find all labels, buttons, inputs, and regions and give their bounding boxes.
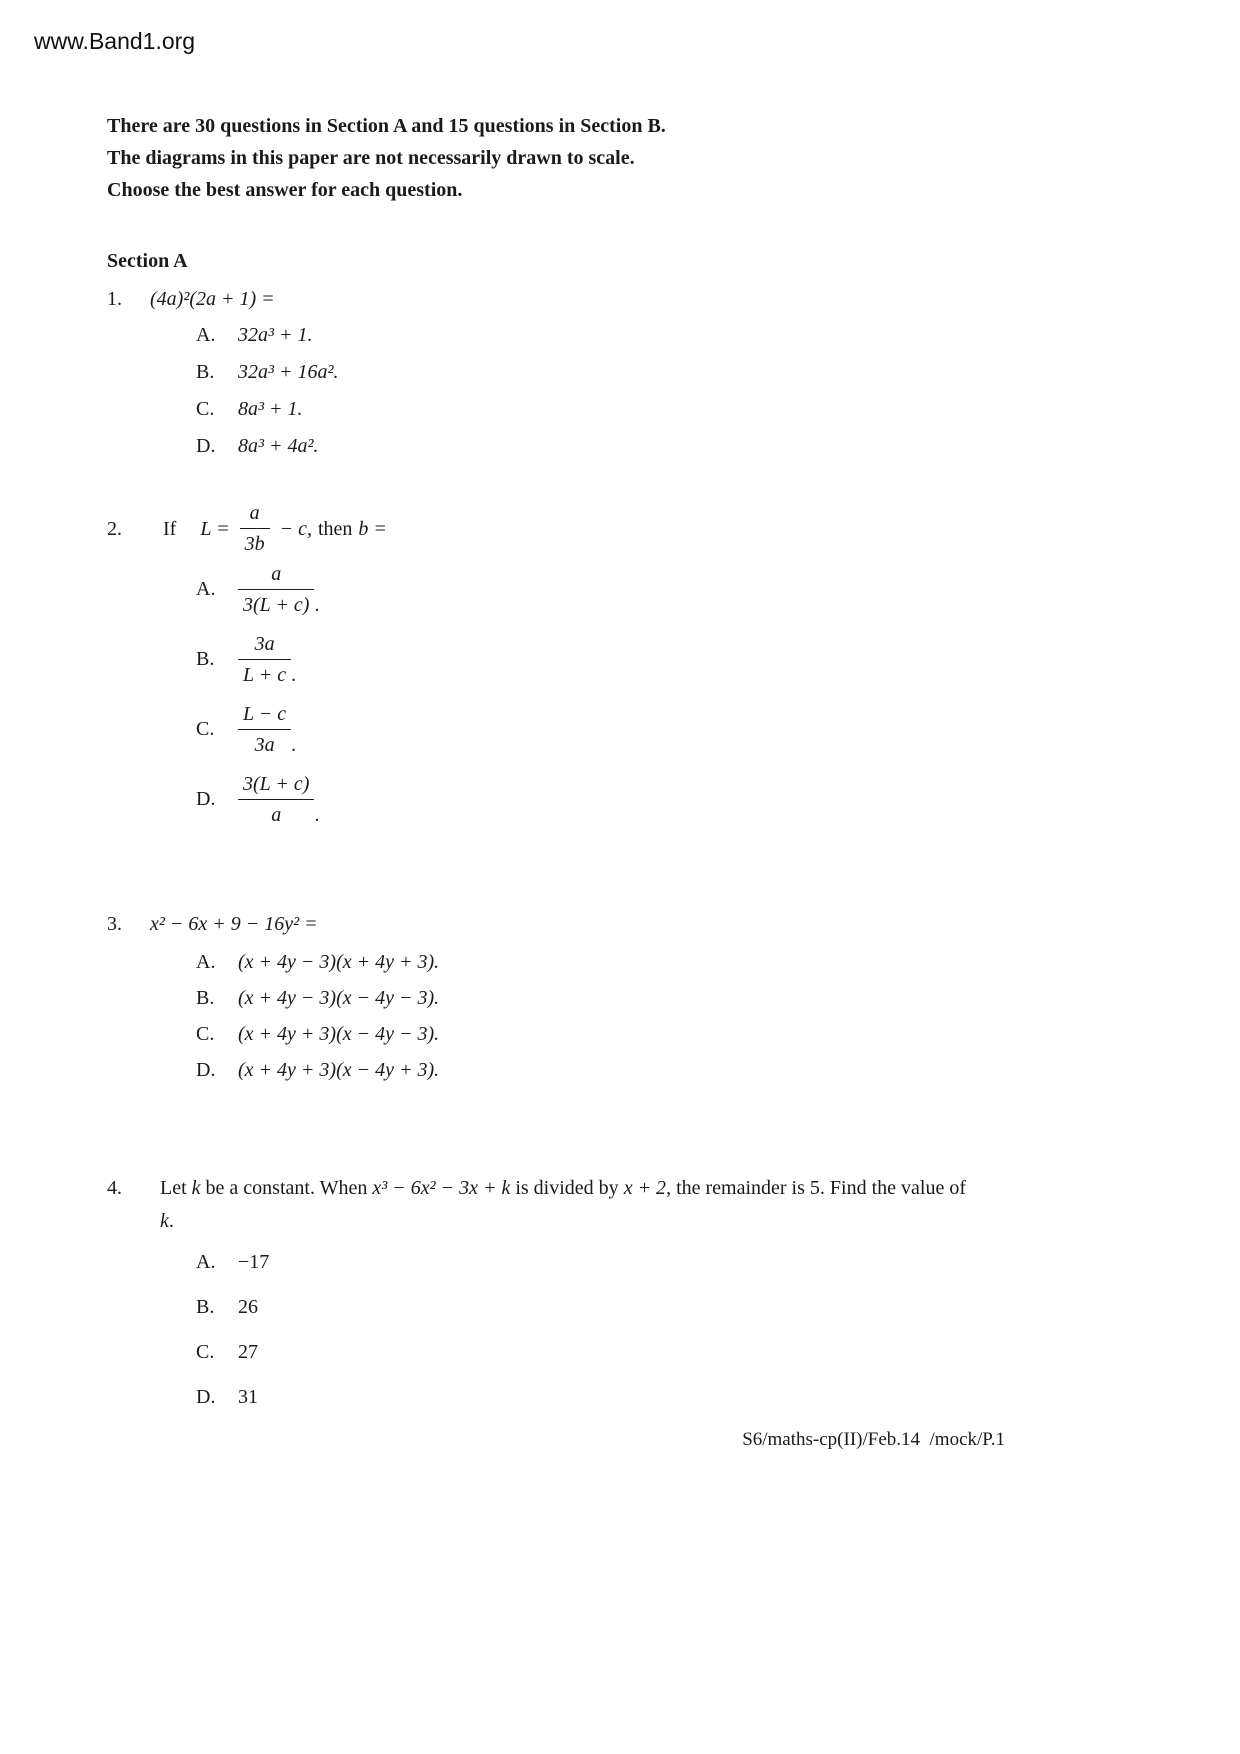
question-3-stem: x² − 6x + 9 − 16y² = [150, 913, 318, 935]
fraction-denominator: 3(L + c) [243, 594, 310, 616]
question-2-fraction [240, 501, 270, 556]
fraction-numerator: a [240, 501, 270, 529]
option-suffix: . [291, 664, 297, 686]
option-text: (x + 4y − 3)(x + 4y + 3). [238, 951, 440, 973]
question-2-option-c [196, 702, 1005, 757]
stem-variable: k [160, 1210, 169, 1232]
option-label: C. [196, 1341, 215, 1363]
question-4-option-a [196, 1240, 1005, 1285]
instruction-line-3: Choose the best answer for each question. [107, 179, 463, 201]
fraction-numerator: 3(L + c) [238, 772, 314, 800]
question-3-option-c [196, 1016, 1005, 1052]
question-1-option-c [196, 391, 1005, 428]
option-label: D. [196, 1386, 216, 1408]
option-label: B. [196, 1296, 215, 1318]
option-label: B. [196, 361, 215, 383]
question-2-option-a [196, 562, 1005, 617]
option-text: 27 [238, 1341, 258, 1363]
question-1-options [107, 317, 1005, 465]
option-fraction [238, 562, 314, 617]
fraction-numerator: 3a [238, 632, 291, 660]
option-label: C. [196, 398, 215, 420]
question-4 [107, 1172, 1005, 1420]
option-suffix: . [291, 734, 297, 756]
option-text: −17 [238, 1251, 270, 1273]
option-label: A. [196, 324, 216, 346]
option-label: D. [196, 1059, 216, 1081]
question-3-number: 3. [107, 913, 122, 935]
stem-variable: k [191, 1177, 201, 1199]
option-label: B. [196, 648, 215, 670]
option-label: C. [196, 1023, 215, 1045]
question-2-option-d [196, 772, 1005, 827]
stem-text: be a constant. When [200, 1177, 373, 1199]
fraction-numerator: L − c [238, 702, 291, 730]
question-1-stem: (4a)²(2a + 1) = [150, 288, 275, 310]
question-3-stem-row [107, 911, 1005, 937]
option-text: 8a³ + 1. [238, 398, 303, 420]
page-footer-reference: S6/maths-cp(II)/Feb.14 /mock/P.1 [742, 1429, 1005, 1450]
question-3-option-b [196, 980, 1005, 1016]
option-suffix: . [314, 594, 320, 616]
question-2-option-b [196, 632, 1005, 687]
stem-text: . [168, 1210, 174, 1232]
instruction-line-2: The diagrams in this paper are not necessarily drawn to scale. [107, 147, 635, 169]
section-a-title: Section A [107, 250, 188, 272]
question-1-stem-row [107, 286, 1005, 312]
question-1-option-d [196, 428, 1005, 465]
option-text: 31 [238, 1386, 258, 1408]
option-label: D. [196, 435, 216, 457]
stem-text: , the remainder is 5. Find the value of [666, 1177, 966, 1199]
question-1-option-b [196, 354, 1005, 391]
option-suffix: . [314, 804, 320, 826]
option-label: C. [196, 718, 215, 740]
question-2-options [107, 562, 1005, 827]
instruction-line-1: There are 30 questions in Section A and 15 questions in Section B. [107, 115, 666, 137]
option-text: 8a³ + 4a². [238, 435, 319, 457]
question-4-stem-row [107, 1172, 1005, 1238]
question-3 [107, 911, 1005, 1088]
fraction-denominator: 3b [244, 533, 265, 555]
question-1-option-a [196, 317, 1005, 354]
fraction-denominator: L + c [243, 664, 287, 686]
site-watermark: www.Band1.org [34, 28, 196, 54]
option-label: A. [196, 578, 216, 600]
stem-text: Let [160, 1177, 192, 1199]
question-4-option-d [196, 1375, 1005, 1420]
option-text: (x + 4y + 3)(x − 4y − 3). [238, 1023, 440, 1045]
instructions-block [107, 110, 1005, 206]
fraction-denominator: a [271, 804, 282, 826]
option-text: (x + 4y + 3)(x − 4y + 3). [238, 1059, 440, 1081]
stem-expression: x + 2 [623, 1177, 667, 1199]
question-4-option-c [196, 1330, 1005, 1375]
option-label: A. [196, 951, 216, 973]
stem-text: is divided by [510, 1177, 624, 1199]
question-1-number: 1. [107, 288, 122, 310]
option-label: A. [196, 1251, 216, 1273]
question-4-options [107, 1240, 1005, 1420]
fraction-numerator: a [238, 562, 314, 590]
question-3-option-a [196, 944, 1005, 980]
question-2-stem-row [107, 501, 1005, 556]
question-3-options [107, 944, 1005, 1088]
question-4-stem [160, 1172, 975, 1238]
question-2-lhs: L = [200, 517, 230, 540]
option-text: 26 [238, 1296, 258, 1318]
question-1 [107, 286, 1005, 465]
option-label: B. [196, 987, 215, 1009]
question-4-number: 4. [107, 1177, 122, 1199]
question-2-rhs: b = [358, 517, 387, 540]
question-2-if: If [163, 517, 177, 540]
question-2 [107, 501, 1005, 827]
question-4-option-b [196, 1285, 1005, 1330]
option-fraction [238, 702, 291, 757]
option-text: (x + 4y − 3)(x − 4y − 3). [238, 987, 440, 1009]
question-2-then: then [317, 517, 353, 540]
option-label: D. [196, 788, 216, 810]
option-text: 32a³ + 1. [238, 324, 313, 346]
option-text: 32a³ + 16a². [238, 361, 339, 383]
option-fraction [238, 632, 291, 687]
question-3-option-d [196, 1052, 1005, 1088]
question-2-number: 2. [107, 517, 122, 540]
option-fraction [238, 772, 314, 827]
stem-expression: x³ − 6x² − 3x + k [372, 1177, 511, 1199]
fraction-denominator: 3a [254, 734, 275, 756]
question-2-after-frac: − c, [279, 517, 312, 540]
